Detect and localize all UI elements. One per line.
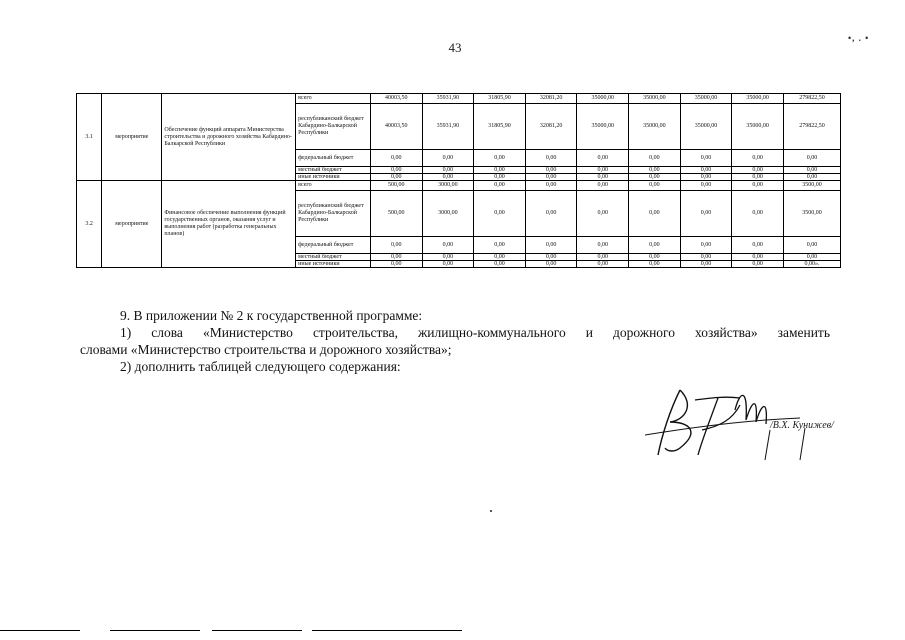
funding-value: 0,00 <box>629 237 681 254</box>
funding-value: 0,00 <box>525 191 577 237</box>
funding-value: 0,00 <box>422 254 474 261</box>
funding-value: 0,00 <box>422 237 474 254</box>
funding-value: 0,00 <box>525 150 577 167</box>
footer-lines <box>0 630 905 634</box>
funding-value: 0,00 <box>783 237 840 254</box>
funding-value: 500,00 <box>370 191 422 237</box>
funding-value: 0,00 <box>422 174 474 181</box>
signatory-name: /В.Х. Кунижев/ <box>770 420 834 431</box>
paragraph-9: 9. В приложении № 2 к государственной программе: <box>120 308 423 323</box>
funding-source: местный бюджет <box>296 167 371 174</box>
funding-value: 35000,00 <box>629 104 681 150</box>
handwritten-signature <box>640 360 905 470</box>
funding-value: 0,00 <box>370 174 422 181</box>
funding-value: 279822,50 <box>783 104 840 150</box>
funding-value: 0,00 <box>629 181 681 191</box>
funding-source: республиканский бюджет Кабардино-Балкарской Республики <box>296 191 371 237</box>
funding-value: 0,00 <box>680 191 732 237</box>
funding-value: 3000,00 <box>422 181 474 191</box>
funding-value: 35000,00 <box>680 94 732 104</box>
funding-value: 0,00 <box>422 167 474 174</box>
budget-table-container <box>76 93 841 268</box>
funding-value: 0,00 <box>783 174 840 181</box>
item-type: мероприятие <box>102 181 162 268</box>
table-row <box>77 94 841 104</box>
funding-value: 0,00 <box>525 237 577 254</box>
funding-value: 0,00 <box>370 254 422 261</box>
funding-value: 0,00 <box>732 237 784 254</box>
funding-value: 3000,00 <box>422 191 474 237</box>
funding-value: 0,00 <box>370 261 422 268</box>
funding-value: 0,00 <box>577 237 629 254</box>
funding-value: 0,00 <box>422 261 474 268</box>
funding-value: 0,00 <box>783 254 840 261</box>
funding-value: 0,00 <box>680 261 732 268</box>
funding-value: 0,00 <box>783 167 840 174</box>
funding-value: 35000,00 <box>629 94 681 104</box>
funding-source: всего <box>296 94 371 104</box>
funding-value: 0,00 <box>680 167 732 174</box>
funding-value: 0,00 <box>732 174 784 181</box>
funding-value: 0,00 <box>525 181 577 191</box>
funding-value: 32081,20 <box>525 104 577 150</box>
funding-value: 3500,00 <box>783 191 840 237</box>
funding-value: 35000,00 <box>732 104 784 150</box>
funding-value: 0,00 <box>732 150 784 167</box>
funding-value: 279822,50 <box>783 94 840 104</box>
funding-value: 0,00 <box>577 174 629 181</box>
funding-value: 0,00 <box>525 254 577 261</box>
funding-value: 0,00 <box>474 181 526 191</box>
funding-value: 0,00 <box>629 254 681 261</box>
funding-value: 0,00 <box>525 174 577 181</box>
funding-value: 0,00 <box>577 150 629 167</box>
paragraph-9-2: 2) дополнить таблицей следующего содержания: <box>120 359 401 374</box>
funding-value: 0,00 <box>474 150 526 167</box>
funding-value: 0,00 <box>577 261 629 268</box>
funding-source: иные источники <box>296 261 371 268</box>
paragraph-9-1-line1: 1) слова «Министерство строительства, жилищно-коммунального и дорожного хозяйства» заменить <box>120 325 830 340</box>
funding-value: 0,00 <box>525 261 577 268</box>
funding-value: 40003,50 <box>370 94 422 104</box>
funding-value: 0,00 <box>680 237 732 254</box>
funding-value: 35000,00 <box>732 94 784 104</box>
stray-dot <box>490 510 492 512</box>
funding-value: 0,00 <box>577 181 629 191</box>
funding-source: местный бюджет <box>296 254 371 261</box>
funding-value: 0,00 <box>370 150 422 167</box>
funding-value: 35931,90 <box>422 94 474 104</box>
funding-value: 0,00 <box>732 191 784 237</box>
item-number: 3.2 <box>77 181 102 268</box>
funding-value: 0,00 <box>680 174 732 181</box>
item-number: 3.1 <box>77 94 102 181</box>
funding-value: 0,00 <box>474 174 526 181</box>
funding-value: 0,00 <box>474 191 526 237</box>
funding-value: 0,00 <box>577 191 629 237</box>
corner-mark: •, . • <box>848 33 870 43</box>
funding-value: 0,00 <box>629 191 681 237</box>
funding-source: всего <box>296 181 371 191</box>
funding-value: 35000,00 <box>577 104 629 150</box>
funding-value: 35931,90 <box>422 104 474 150</box>
funding-value: 0,00 <box>577 167 629 174</box>
funding-value: 32081,20 <box>525 94 577 104</box>
funding-value: 0,00 <box>680 254 732 261</box>
funding-value: 0,00 <box>680 150 732 167</box>
funding-value: 0,00 <box>525 167 577 174</box>
funding-value: 0,00 <box>680 181 732 191</box>
funding-source: федеральный бюджет <box>296 150 371 167</box>
funding-value: 0,00 <box>732 261 784 268</box>
item-description: Обеспечение функций аппарата Министерства строительства и дорожного хозяйства Кабардино-Балкарской Республики <box>162 94 296 181</box>
funding-value: 0,00 <box>629 174 681 181</box>
funding-value: 0,00 <box>629 150 681 167</box>
funding-value: 35000,00 <box>680 104 732 150</box>
funding-value: 0,00 <box>422 150 474 167</box>
funding-value: 0,00 <box>474 261 526 268</box>
signature-block <box>640 360 905 470</box>
page-number: 43 <box>448 40 462 55</box>
funding-value: 0,00 <box>474 254 526 261</box>
item-type: мероприятие <box>102 94 162 181</box>
funding-value: 35000,00 <box>577 94 629 104</box>
funding-source: федеральный бюджет <box>296 237 371 254</box>
funding-value: 0,00 <box>732 181 784 191</box>
funding-source: республиканский бюджет Кабардино-Балкарской Республики <box>296 104 371 150</box>
table-row <box>77 181 841 191</box>
funding-value: 0,00». <box>783 261 840 268</box>
funding-source: иные источники <box>296 174 371 181</box>
funding-value: 0,00 <box>732 254 784 261</box>
budget-table <box>76 93 841 268</box>
funding-value: 500,00 <box>370 181 422 191</box>
funding-value: 0,00 <box>629 167 681 174</box>
funding-value: 0,00 <box>370 167 422 174</box>
funding-value: 0,00 <box>370 237 422 254</box>
funding-value: 0,00 <box>732 167 784 174</box>
funding-value: 0,00 <box>577 254 629 261</box>
funding-value: 3500,00 <box>783 181 840 191</box>
funding-value: 0,00 <box>629 261 681 268</box>
funding-value: 0,00 <box>474 237 526 254</box>
item-description: Финансовое обеспечение выполнения функций государственных органов, оказания услуг и выполнения работ (разработка генеральных планов) <box>162 181 296 268</box>
funding-value: 0,00 <box>474 167 526 174</box>
funding-value: 31805,90 <box>474 104 526 150</box>
funding-value: 31805,90 <box>474 94 526 104</box>
funding-value: 40003,50 <box>370 104 422 150</box>
paragraph-9-1-line2: словами «Министерство строительства и дорожного хозяйства»; <box>80 342 452 357</box>
funding-value: 0,00 <box>783 150 840 167</box>
